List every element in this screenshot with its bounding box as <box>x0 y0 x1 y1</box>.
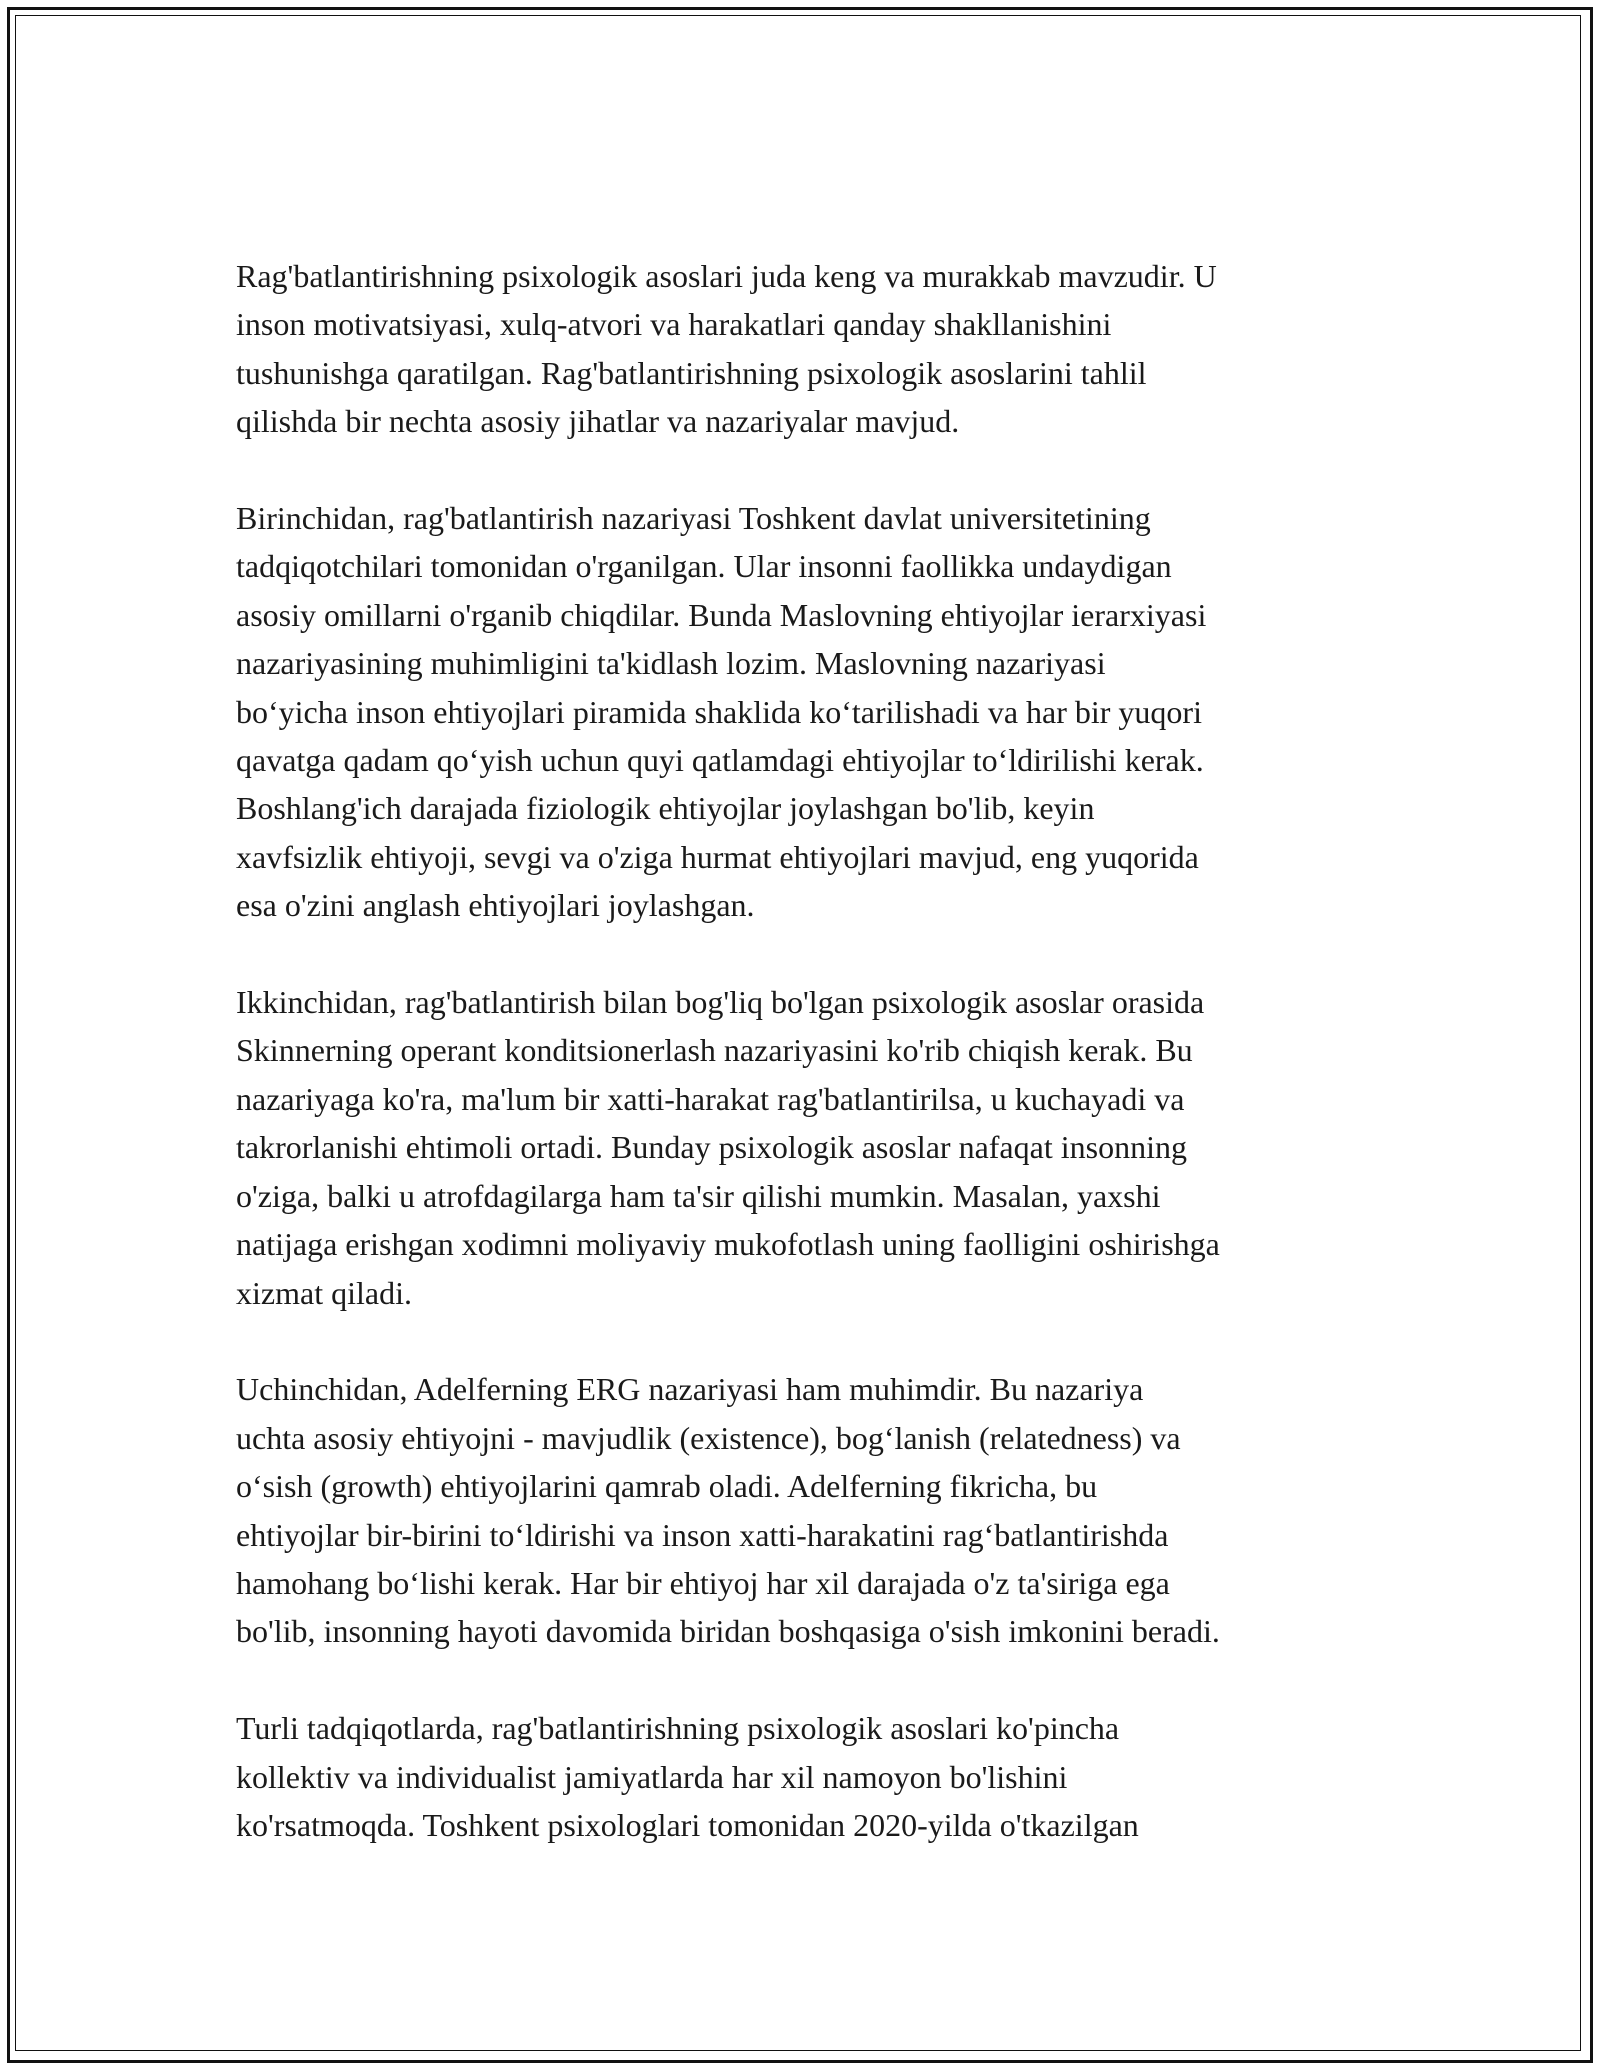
text-line: Ikkinchidan, rag'batlantirish bilan bog'liq bo'lgan psixologik asoslar orasida <box>236 984 1205 1021</box>
text-line: o‘sish (growth) ehtiyojlarini qamrab oladi. Adelferning fikricha, bu <box>236 1468 1098 1505</box>
text-line: inson motivatsiyasi, xulq-atvori va harakatlari qanday shakllanishini <box>236 306 1112 343</box>
text-line: Turli tadqiqotlarda, rag'batlantirishning psixologik asoslari ko'pincha <box>236 1710 1120 1747</box>
text-line: uchta asosiy ehtiyojni - mavjudlik (existence), bog‘lanish (relatedness) va <box>236 1419 1181 1456</box>
paragraph <box>236 494 1416 930</box>
paragraph <box>236 978 1416 1317</box>
text-line: hamohang bo‘lishi kerak. Har bir ehtiyoj har xil darajada o'z ta'siriga ega <box>236 1564 1170 1601</box>
text-line: Rag'batlantirishning psixologik asoslari juda keng va murakkab mavzudir. U <box>236 258 1217 294</box>
paragraph-spacer <box>236 446 1416 494</box>
text-line: nazariyaga ko'ra, ma'lum bir xatti-harakat rag'batlantirilsa, u kuchayadi va <box>236 1080 1185 1117</box>
text-line: bo‘yicha inson ehtiyojlari piramida shaklida ko‘tarilishadi va har bir yuqori <box>236 693 1202 730</box>
paragraph-spacer <box>236 930 1416 978</box>
text-line: natijaga erishgan xodimni moliyaviy mukofotlash uning faolligini oshirishga <box>236 1226 1220 1263</box>
text-line: qilishda bir nechta asosiy jihatlar va nazariyalar mavjud. <box>236 403 960 440</box>
text-line: xavfsizlik ehtiyoji, sevgi va o'ziga hurmat ehtiyojlari mavjud, eng yuqorida <box>236 838 1199 875</box>
paragraph-spacer <box>236 1656 1416 1704</box>
text-line: kollektiv va individualist jamiyatlarda har xil namoyon bo'lishini <box>236 1758 1068 1795</box>
text-line: nazariyasining muhimligini ta'kidlash lozim. Maslovning nazariyasi <box>236 645 1106 682</box>
paragraph-spacer <box>236 1317 1416 1365</box>
text-line: bo'lib, insonning hayoti davomida biridan boshqasiga o'sish imkonini beradi. <box>236 1613 1220 1650</box>
text-line: ehtiyojlar bir-birini to‘ldirishi va inson xatti-harakatini rag‘batlantirishda <box>236 1516 1169 1553</box>
paragraph <box>236 1704 1416 1849</box>
text-line: esa o'zini anglash ehtiyojlari joylashgan. <box>236 887 755 924</box>
text-line: Uchinchidan, Adelferning ERG nazariyasi ham muhimdir. Bu nazariya <box>236 1371 1144 1408</box>
text-line: Boshlang'ich darajada fiziologik ehtiyojlar joylashgan bo'lib, keyin <box>236 790 1095 827</box>
text-line: o'ziga, balki u atrofdagilarga ham ta'sir qilishi mumkin. Masalan, yaxshi <box>236 1177 1161 1214</box>
text-line: ko'rsatmoqda. Toshkent psixologlari tomonidan 2020-yilda o'tkazilgan <box>236 1806 1139 1843</box>
text-line: takrorlanishi ehtimoli ortadi. Bunday psixologik asoslar nafaqat insonning <box>236 1129 1187 1166</box>
text-line: xizmat qiladi. <box>236 1274 412 1311</box>
text-line: Skinnerning operant konditsionerlash nazariyasini ko'rib chiqish kerak. Bu <box>236 1032 1193 1069</box>
text-line: tadqiqotchilari tomonidan o'rganilgan. Ular insonni faollikka undaydigan <box>236 548 1172 585</box>
paragraph <box>236 1365 1416 1655</box>
document-body <box>236 252 1416 1849</box>
text-line: tushunishga qaratilgan. Rag'batlantirishning psixologik asoslarini tahlil <box>236 354 1147 391</box>
text-line: qavatga qadam qo‘yish uchun quyi qatlamdagi ehtiyojlar to‘ldirilishi kerak. <box>236 742 1204 779</box>
paragraph <box>236 252 1416 446</box>
text-line: asosiy omillarni o'rganib chiqdilar. Bunda Maslovning ehtiyojlar ierarxiyasi <box>236 596 1207 633</box>
text-line: Birinchidan, rag'batlantirish nazariyasi Toshkent davlat universitetining <box>236 500 1151 537</box>
